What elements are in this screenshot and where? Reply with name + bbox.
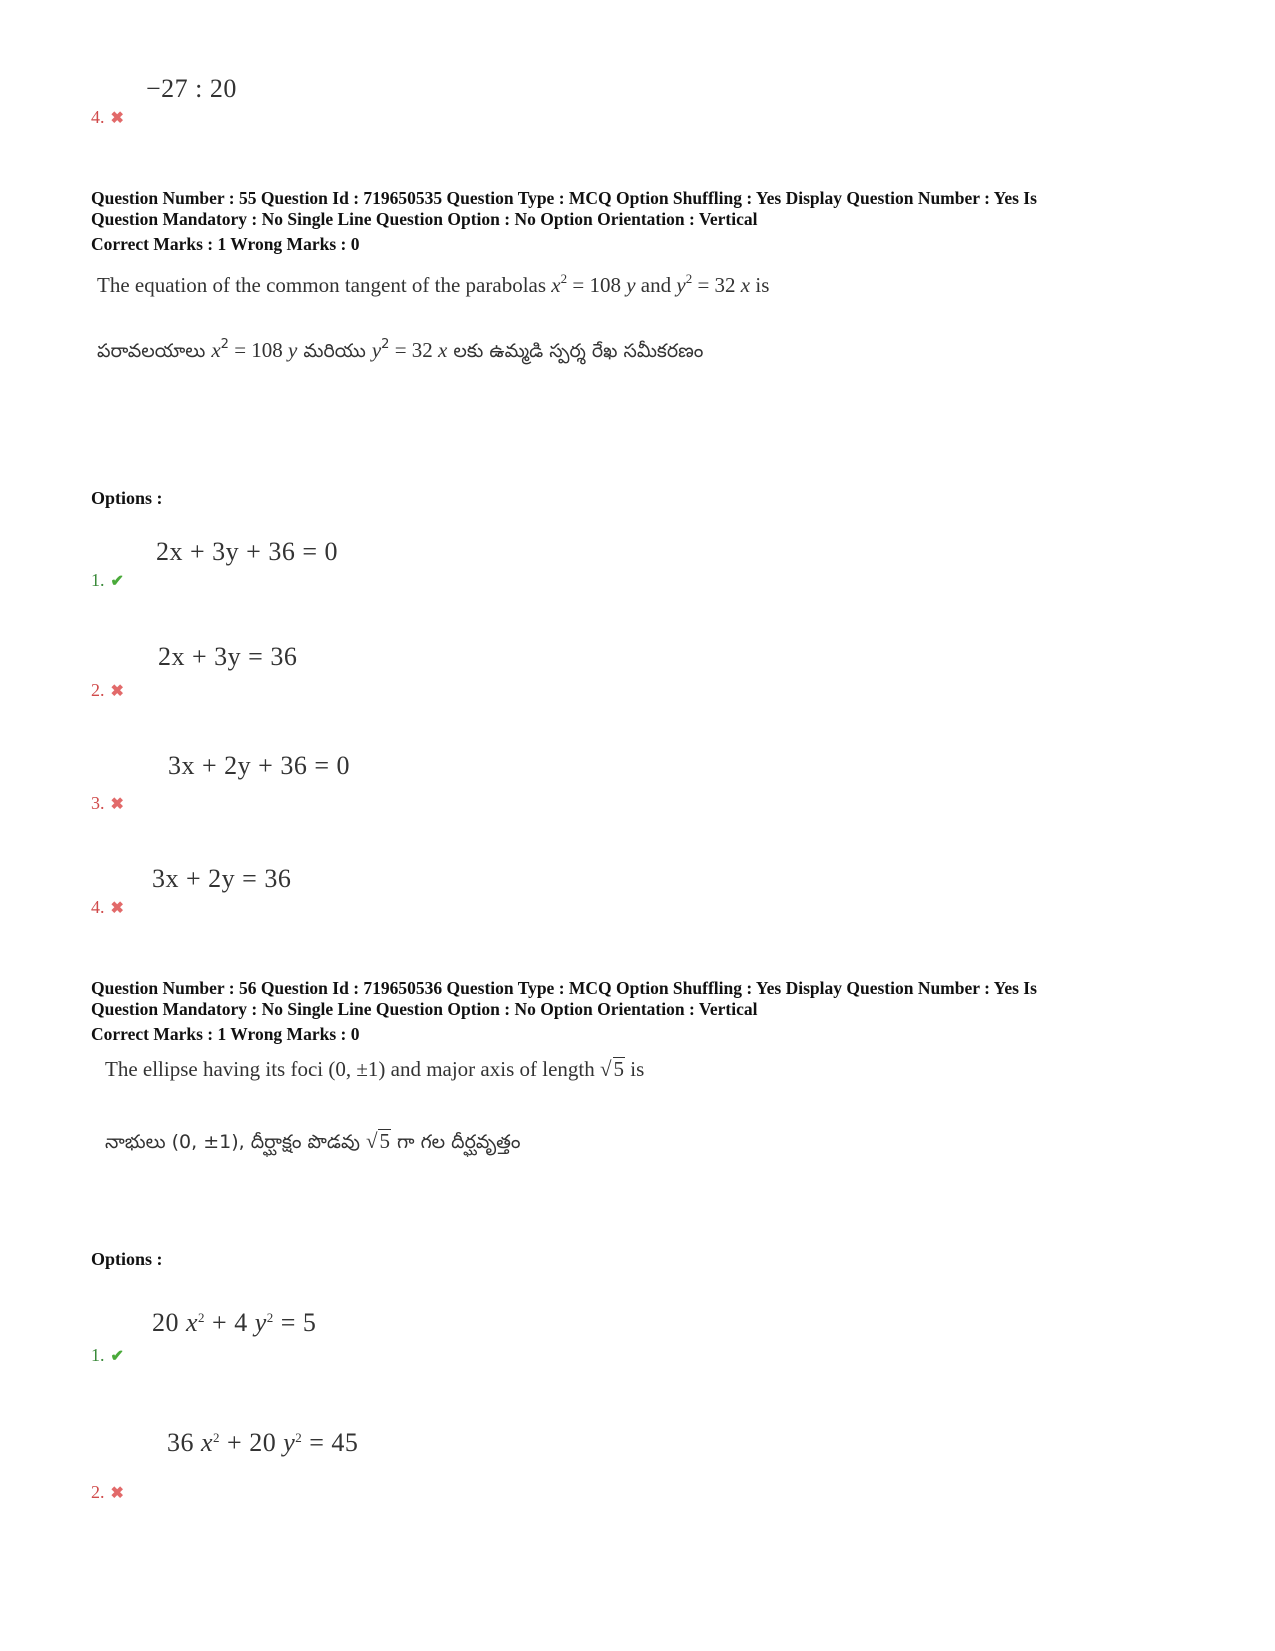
q55-option-1-marker: 1. ✔	[91, 570, 124, 590]
q55-option-3-expression: 3x + 2y + 36 = 0	[168, 751, 350, 780]
check-icon: ✔	[110, 1348, 124, 1365]
prev-option-4-expression: −27 : 20	[146, 74, 237, 103]
cross-icon: ✖	[110, 1485, 124, 1502]
q56-meta-line-2: Question Mandatory : No Single Line Question Option : No Option Orientation : Vertical	[91, 999, 758, 1019]
q55-option-4-expression: 3x + 2y = 36	[152, 864, 292, 893]
q56-option-1-expression: 20 $x^2 + 4$ $y^2 = 5$	[152, 1308, 317, 1337]
option-number: 4.	[91, 107, 105, 127]
q56-marks: Correct Marks : 1 Wrong Marks : 0	[91, 1024, 360, 1044]
check-icon: ✔	[110, 573, 124, 590]
q55-question-english: The equation of the common tangent of the parabolas $x^2 = 108$ y and $y^2 = 32$ x is	[97, 271, 770, 297]
prev-option-4-marker	[91, 107, 124, 128]
cross-icon: ✖	[110, 683, 124, 700]
q56-question-english: The ellipse having its foci (0, ±1) and major axis of length √5 is	[105, 1057, 645, 1081]
q56-option-2-expression: 36 $x^2 + 20$ $y^2 = 45$	[167, 1428, 359, 1457]
q55-meta-line-2: Question Mandatory : No Single Line Question Option : No Option Orientation : Vertical	[91, 209, 758, 229]
sqrt-symbol: √	[600, 1057, 612, 1081]
q56-meta-line-1: Question Number : 56 Question Id : 719650536 Question Type : MCQ Option Shuffling : Yes Display Question Number : Yes Is	[91, 978, 1037, 998]
cross-icon: ✖	[110, 110, 124, 127]
q55-meta-line-1: Question Number : 55 Question Id : 719650535 Question Type : MCQ Option Shuffling : Yes Display Question Number : Yes Is	[91, 188, 1037, 208]
q55-question-telugu: పరావలయాలు $x^2 = 108$ y మరియు $y^2 = 32$ x లకు ఉమ్మడి స్పర్శ రేఖ సమీకరణం	[97, 337, 704, 362]
q56-option-2-marker: 2. ✖	[91, 1482, 124, 1502]
q55-option-2-expression: 2x + 3y = 36	[158, 642, 298, 671]
cross-icon: ✖	[110, 900, 124, 917]
q55-option-1-expression: 2x + 3y + 36 = 0	[156, 537, 338, 566]
q55-options-label: Options :	[91, 488, 163, 508]
q55-option-3-marker: 3. ✖	[91, 793, 124, 813]
q55-option-2-marker: 2. ✖	[91, 680, 124, 700]
q56-options-label: Options :	[91, 1249, 163, 1269]
sqrt-symbol: √	[365, 1129, 378, 1153]
q56-question-telugu: నాభులు (0, ±1), దీర్ఘాక్షం పొడవు √5 గా గల దీర్ఘవృత్తం	[105, 1129, 521, 1153]
q55-option-4-marker: 4. ✖	[91, 897, 124, 917]
cross-icon: ✖	[110, 796, 124, 813]
q55-marks: Correct Marks : 1 Wrong Marks : 0	[91, 234, 360, 254]
q56-option-1-marker: 1. ✔	[91, 1345, 124, 1365]
